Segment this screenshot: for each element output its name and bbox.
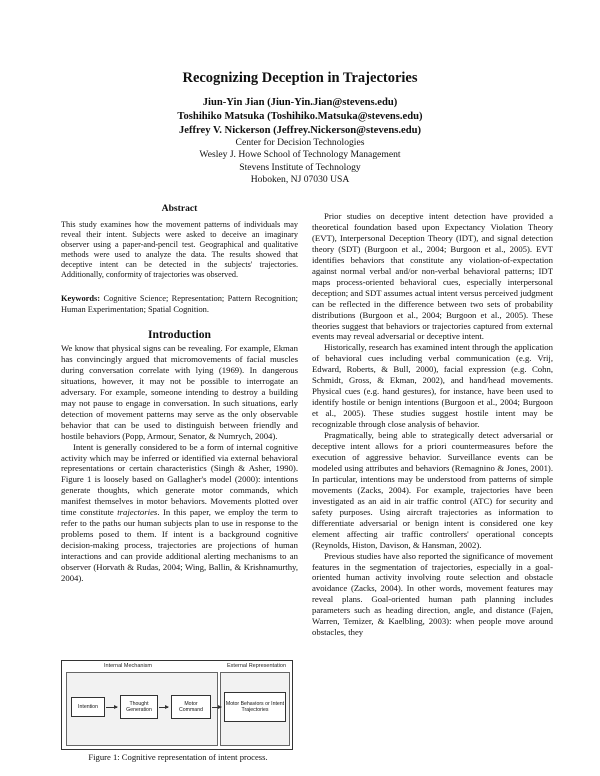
affiliation-address: Hoboken, NJ 07030 USA xyxy=(250,173,350,185)
affiliation-institute: Stevens Institute of Technology xyxy=(239,161,361,173)
keywords-label: Keywords: xyxy=(61,294,101,303)
intro-paragraph-1: We know that physical signs can be revealing. For example, Ekman has convincingly argued that micromovements of facial muscles during conversation correlate with lying (1969). In dangerous situations, however, it may not be possible to interrogate an adversary. For example, someone intending to destroy a building may not pause to engage in conversation. In such situations, early detection of movement patterns may serve as the only observable behavior that can be used to distinguish between friendly and hostile behaviors (Popp, Armour, Senator, & Numrych, 2004). xyxy=(61,343,298,441)
right-paragraph-2: Historically, research has examined intent through the application of behavioral cues including verbal communication (e.g. Vrij, Edward, Roberts, & Bull, 2000), facial expression (e.g. Cohn, Schmidt, Gross, & Ekman, 2002), and hand/head movements. Physical cues (e.g. hand gestures), for instance, have been used to identify hostile or benign intentions (Burgoon et al., 2004; Burgoon et al., 2005). These studies suggest hostile intent may be recognizable through close analysis of behavior. xyxy=(312,342,553,430)
introduction-body xyxy=(61,343,298,584)
figure-node-thought: Thought Generation xyxy=(120,695,158,719)
abstract-heading: Abstract xyxy=(161,203,198,214)
figure-node-motor: Motor Command xyxy=(171,695,211,719)
introduction-heading: Introduction xyxy=(148,328,211,341)
intro-paragraph-2 xyxy=(61,442,298,584)
author-list xyxy=(0,96,600,138)
intro-paragraph-2-emphasis: trajectories xyxy=(117,507,158,518)
intro-paragraph-2-part-b: . In this paper, we employ the term to refer to the paths our human subjects plan to use in response to the problems posed to them. If intent is a background cognitive decision-making process, trajectories are projections of human interactions and can provide additional alerting mechanisms to an observer (Horvath & Rudas, 2004; Wing, Ballin, & Krishnamurthy, 2004). xyxy=(61,507,298,584)
abstract-text: This study examines how the movement patterns of individuals may reveal their intent. Subjects were asked to deceive an imaginary observer using a paper-and-pencil test. Geographical and qualitative methods were used to analyze the data. The results showed that deceptive intent can be detected in the subjects' trajectories. Additionally, conformity of trajectories was observed. xyxy=(61,220,298,280)
figure-frame xyxy=(61,660,293,750)
author-2: Toshihiko Matsuka (Toshihiko.Matsuka@stevens.edu) xyxy=(177,111,423,122)
affiliation xyxy=(0,137,600,186)
figure-region-internal-label: Internal Mechanism xyxy=(104,663,152,669)
keywords-text: Cognitive Science; Representation; Pattern Recognition; Human Experimentation; Spatial Cognition. xyxy=(61,294,299,314)
figure-caption: Figure 1: Cognitive representation of intent process. xyxy=(88,752,268,762)
right-paragraph-1: Prior studies on deceptive intent detection have provided a theoretical foundation based upon Expectancy Violation Theory (EVT), Interpersonal Deception Theory (IDT), and signal detection theory (SDT) (Burgoon et al., 2004; Burgoon et al., 2005). EVT identifies behaviors that constitute any violation-of-expectation against normal verbal and/or non-verbal behavioral patterns; IDT maps process-oriented behavioral cues, especially interpersonal deception; and SDT assumes actual intent versus perceived judgment can be reflected in the difference between two sets of probability distributions (Burgoon et al., 2004; Burgoon et al., 2005). These theories suggest that behaviors or trajectories captured from external events may reveal adversarial or deceptive intent. xyxy=(312,211,553,342)
figure-node-intention: Intention xyxy=(71,697,105,717)
affiliation-center: Center for Decision Technologies xyxy=(235,137,365,148)
figure-1 xyxy=(61,660,295,770)
figure-arrow-1 xyxy=(106,707,117,708)
figure-node-behaviors: Motor Behaviors or Intent Trajectories xyxy=(224,692,286,722)
keywords xyxy=(61,294,298,316)
paper-title: Recognizing Deception in Trajectories xyxy=(182,70,418,86)
right-paragraph-3: Pragmatically, being able to strategically detect adversarial or deceptive intent allows for a priori countermeasures before the execution of aggressive behavior. Surveillance events can be modeled using attributes and behaviors (Remagnino & Jones, 2001). In particular, intentions may be understood from patterns of simple movements (Zacks, 2004). For example, trajectories have been investigated as an aid in air traffic control (ATC) for security and safety purposes. Using aircraft trajectories as information to differentiate adversarial or benign intent is considered one key element affecting air traffic controllers' operational concepts (Reynolds, Histon, Davison, & Hansman, 2002). xyxy=(312,430,553,550)
figure-arrow-3 xyxy=(212,707,221,708)
right-paragraph-4: Previous studies have also reported the significance of movement features in the segmentation of trajectories, especially in a goal-oriented human activity involving route selection and obstacle avoidance (Zacks, 2004). In other words, movement features may reveal plans. Goal-oriented human path planning includes parameters such as heading direction, angle, and distance (Fajen, Warren, Temizer, & Kaelbling, 2003): when people move around obstacles, they xyxy=(312,550,553,638)
author-3: Jeffrey V. Nickerson (Jeffrey.Nickerson@stevens.edu) xyxy=(178,125,422,136)
author-1: Jiun-Yin Jian (Jiun-Yin.Jian@stevens.edu) xyxy=(202,97,398,108)
figure-region-external-label: External Representation xyxy=(227,663,287,669)
figure-arrow-2 xyxy=(159,707,168,708)
intro-paragraph-2-part-a: Intent is generally considered to be a form of internal cognitive activity which may be inferred or identified via external behavioral representations or certain characteristics (Singh & Asher, 1990). Figure 1 is loosely based on Gallagher's model (2000): intentions generate thoughts, which generate motor commands, which manifest themselves in motor behaviors. Movements plotted over time constitute xyxy=(61,441,298,518)
right-column xyxy=(312,211,553,638)
affiliation-school: Wesley J. Howe School of Technology Management xyxy=(199,149,401,161)
